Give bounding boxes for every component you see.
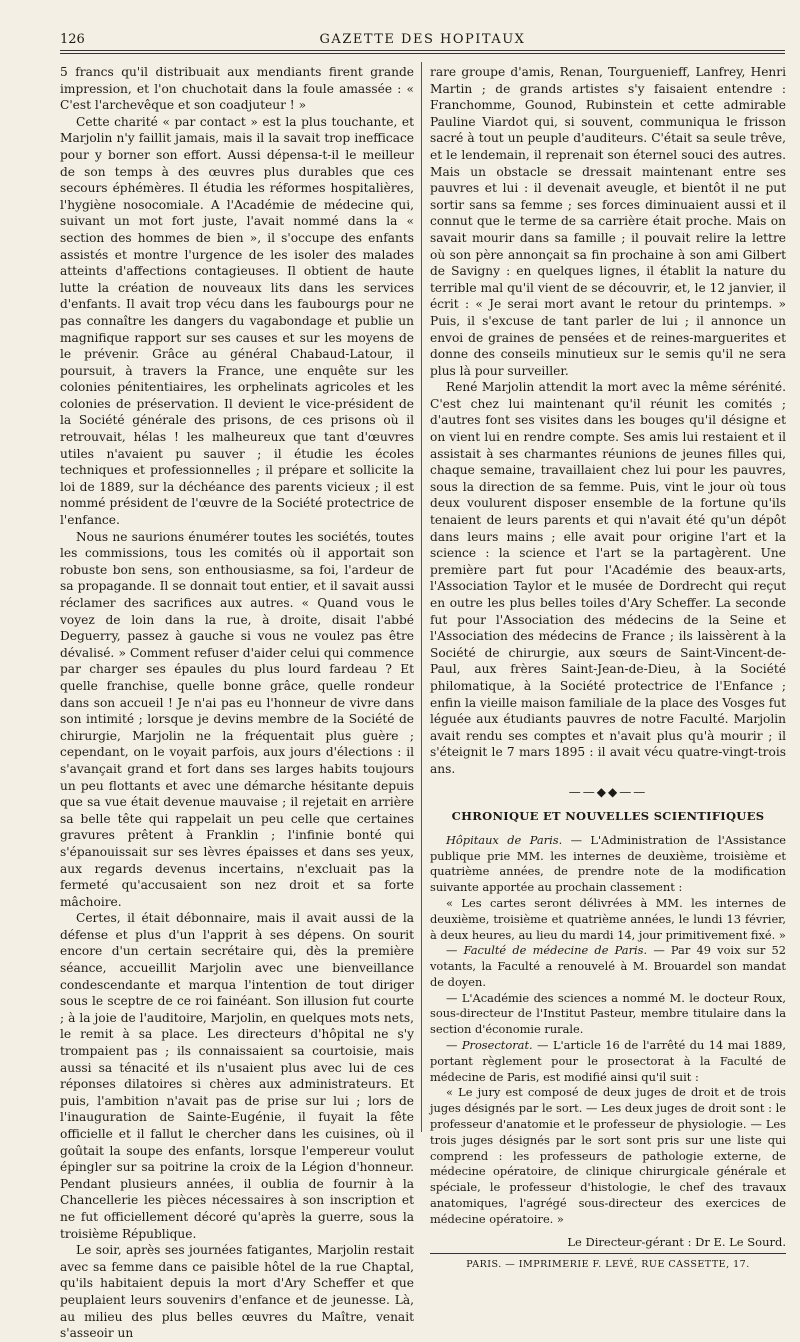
director-signature-line: Le Directeur-gérant : Dr E. Le Sourd. <box>430 1234 786 1255</box>
right-column <box>430 64 786 1274</box>
news-item <box>430 833 786 896</box>
news-item-text: — L'article 16 de l'arrêté du 14 mai 1889, portant règlement pour le prosectorat à la Faculté de médecine de Paris, est modifié ainsi qu'il suit : <box>430 1038 786 1084</box>
paragraph: Cette charité « par contact » est la plus touchante, et Marjolin n'y faillit jamais, mais il la savait trop inefficace pour y borner son effort. Aussi dépensa-t-il le meilleur de son temps à des œuvres plus durables que ces secours éphémères. Il étudia les réformes hospitalières, l'hygiène nosocomiale. A l'Académie de médecine qui, suivant un mot fort juste, l'avait nommé dans la « section des hommes de bien », il s'occupe des enfants assistés et montre l'urgence de les isoler des malades atteints d'affections contagieuses. Il obtient de haute lutte la création de nouveaux lits dans les services d'enfants. Il avait trop vécu dans les faubourgs pour ne pas connaître les dangers du vagabondage et publie un magnifique rapport sur ses causes et sur les moyens de le prévenir. Grâce au général Chabaud-Latour, il poursuit, à travers la France, une enquête sur les colonies pénitentiaires, les orphelinats agricoles et les colonies de préservation. Il devient le vice-président de la Société générale des prisons, de ces prisons où il retrouvait, hélas ! les malheureux que tant d'œuvres utiles n'avaient pu sauver ; il étudie les écoles techniques et professionnelles ; il prépare et sollicite la loi de 1889, sur la déchéance des parents vicieux ; il est nommé président de l'œuvre de la Société protectrice de l'enfance. <box>60 114 414 528</box>
ornament-divider: ——◆◆—— <box>568 784 648 799</box>
news-item: — L'Académie des sciences a nommé M. le docteur Roux, sous-directeur de l'Institut Pasteur, membre titulaire dans la section d'économie rurale. <box>430 990 786 1037</box>
news-item: — Faculté de médecine de Paris. — Par 49 voix sur 52 votants, la Faculté a renouvelé à M. Brouardel son mandat de doyen. <box>430 943 786 989</box>
news-item-lead: Prosectorat. <box>461 1038 533 1053</box>
paragraph: Le soir, après ses journées fatigantes, Marjolin restait avec sa femme dans ce paisible hôtel de la rue Chaptal, qu'ils habitaient depuis la mort d'Ary Scheffer et que peuplaient leurs souvenirs d'enfance et de jeunesse. Là, au milieu des plus belles œuvres du Maître, venait s'asseoir un <box>60 1243 414 1341</box>
paragraph: Certes, il était débonnaire, mais il avait aussi de la défense et plus d'un l'apprit à ses dépens. On sourit encore d'un certain secrétaire qui, dès la première séance, accueillit Marjolin avec une bienveillance condescendante et marqua l'intention de tout diriger sous le sceptre de ce roi fainéant. Son illusion fut courte ; à la joie de l'auditoire, Marjolin, en quelques mots nets, le remit à sa place. Les directeurs d'hôpital ne s'y trompaient pas ; ils connaissaient sa courtoisie, mais aussi sa ténacité et ils n'usaient plus avec lui de ces réponses dilatoires si chères aux administrateurs. Et puis, l'ambition n'avait pas de prise sur lui ; lors de l'inauguration de Sainte-Eugénie, il fuyait la fête officielle et il fallut le chercher dans les cuisines, où il goûtait la soupe des enfants, lorsque l'empereur voulut épingler sur sa poitrine la croix de la Légion d'honneur. Pendant plusieurs années, il oublia de fournir à la Chancellerie les pièces nécessaires à son inscription et ne fut officiellement décoré qu'après la guerre, sous la troisième République. <box>60 911 414 1241</box>
news-item-text: — Par 49 voix sur 52 votants, la Faculté a renouvelé à M. Brouardel son mandat de doyen. <box>430 943 786 989</box>
page-header <box>60 30 785 54</box>
news-item-text: — L'Administration de l'Assistance publique prie MM. les internes de deuxième, troisième et quatrième années, de prendre note de la modification suivante apportée au prochain classement : <box>430 832 786 895</box>
paragraph: rare groupe d'amis, Renan, Tourguenieff, Lanfrey, Henri Martin ; de grands artistes s'y faisaient entendre : Franchomme, Gounod, Rubinstein et cette admirable Pauline Viardot qui, si souvent, communiqua le frisson sacré à tout un peuple d'auditeurs. C'était sa seule trêve, et le lendemain, il reprenait son éternel souci des autres. Mais un obstacle se dressait maintenant entre ses pauvres et lui : il devenait aveugle, et bientôt il ne put sortir sans sa femme ; ses forces diminuaient aussi et il connut que le terme de sa carrière était proche. Mais on savait mourir dans sa famille ; il pouvait relire la lettre où son père annonçait sa fin prochaine à son ami Gilbert de Savigny : en quelques lignes, il établit la nature du terrible mal qu'il vient de se découvrir, et, le 12 janvier, il écrit : « Je serai mort avant le retour du printemps. » Puis, il s'excuse de tant parler de lui ; il annonce un envoi de graines de pensées et de reines-marguerites et donne des conseils minutieux sur le semis qu'il ne sera plus là pour surveiller. <box>430 65 786 378</box>
paragraph: Nous ne saurions énumérer toutes les sociétés, toutes les commissions, tous les comités où il apportait son robuste bon sens, son enthousiasme, sa foi, l'ardeur de sa propagande. Il se donnait tout entier, et il savait aussi réclamer des sacrifices aux autres. « Quand vous le voyez de loin dans la rue, à droite, disait l'abbé Deguerry, passez à gauche si vous ne voulez pas être dévalisé. » Comment refuser d'aider celui qui commence par charger ses épaules du plus lourd fardeau ? Et quelle franchise, quelle bonne grâce, quelle rondeur dans son accueil ! Je n'ai pas eu l'honneur de vivre dans son intimité ; lorsque je devins membre de la Société de chirurgie, Marjolin ne la fréquentait plus guère ; cependant, on le voyait parfois, aux jours d'élections : il s'avançait grand et fort dans ses larges habits toujours un peu flottants et avec une démarche hésitante depuis que sa vue était devenue mauvaise ; il rejetait en arrière sa belle tête qui rappelait un peu celle que certaines gravures prêtent à Franklin ; l'infinie bonté qui s'épanouissait sur ses lèvres épaisses et dans ses yeux, aux regards devenus incertains, n'excluait pas la fermeté qu'accusaient son nez droit et sa forte mâchoire. <box>60 529 414 909</box>
header-rule <box>60 50 785 54</box>
paragraph: René Marjolin attendit la mort avec la même sérénité. C'est chez lui maintenant qu'il réunit les comités ; d'autres font ses visites dans les bouges qu'il désigne et on vient lui en rendre compte. Ses amis lui restaient et il assistait à ses charmantes réunions de jeunes filles qui, chaque semaine, travaillaient chez lui pour les pauvres, sous la direction de sa femme. Puis, vint le jour où tous deux voulurent disposer ensemble de la fortune qu'ils tenaient de leurs parents et qui n'avait été qu'un dépôt dans leurs mains ; elle avait pour origine l'art et la science : la science et l'art se la partagèrent. Une première part fut pour l'Académie des beaux-arts, l'Association Taylor et le musée de Dordrecht qui reçut en outre les plus belles toiles d'Ary Scheffer. La seconde fut pour l'Association des médecins de la Seine et l'Association des médecins de France ; ils laissèrent à la Société de chirurgie, aux sœurs de Saint-Vincent-de-Paul, aux frères Saint-Jean-de-Dieu, à la Société philomatique, à la Société protectrice de l'Enfance ; enfin la vieille maison familiale de la place des Vosges fut léguée aux étudiants pauvres de notre Faculté. Marjolin avait rendu ses comptes et n'avait plus qu'à mourir ; il s'éteignit le 7 mars 1895 : il avait vécu quatre-vingt-trois ans. <box>430 380 786 776</box>
news-quote: « Le jury est composé de deux juges de droit et de trois juges désignés par le sort. — Les deux juges de droit sont : le professeur d'anatomie et le professeur de physiologie. — Les trois juges désignés par le sort sont pris sur une liste qui comprend : les professeurs de pathologie externe, de médecine opératoire, de clinique chirurgicale générale et spéciale, le professeur d'histologie, le chef des travaux anatomiques, l'agrégé sous-directeur des exercices de médecine opératoire. » <box>430 1085 786 1226</box>
news-quote: « Les cartes seront délivrées à MM. les internes de deuxième, troisième et quatrième années, le lundi 13 février, à deux heures, au lieu du mardi 14, jour primitivement fixé. » <box>430 895 786 942</box>
running-title: GAZETTE DES HOPITAUX <box>319 32 526 47</box>
news-item-lead: Hôpitaux de Paris. <box>446 832 563 847</box>
news-item: — Prosectorat. — L'article 16 de l'arrêté du 14 mai 1889, portant règlement pour le prosectorat à la Faculté de médecine de Paris, est modifié ainsi qu'il suit : <box>430 1038 786 1084</box>
news-item-lead: Faculté de médecine de Paris. <box>463 943 648 958</box>
section-title: CHRONIQUE ET NOUVELLES SCIENTIFIQUES <box>451 809 765 824</box>
page-number: 126 <box>60 32 85 47</box>
left-column <box>60 64 414 1342</box>
printer-imprint: PARIS. — IMPRIMERIE F. LEVÉ, RUE CASSETTE, 17. <box>466 1259 750 1271</box>
column-divider <box>421 62 422 1132</box>
news-section <box>430 833 786 1228</box>
paragraph: 5 francs qu'il distribuait aux mendiants firent grande impression, et l'on chuchotait dans la foule amassée : « C'est l'archevêque et son coadjuteur ! » <box>60 65 414 113</box>
